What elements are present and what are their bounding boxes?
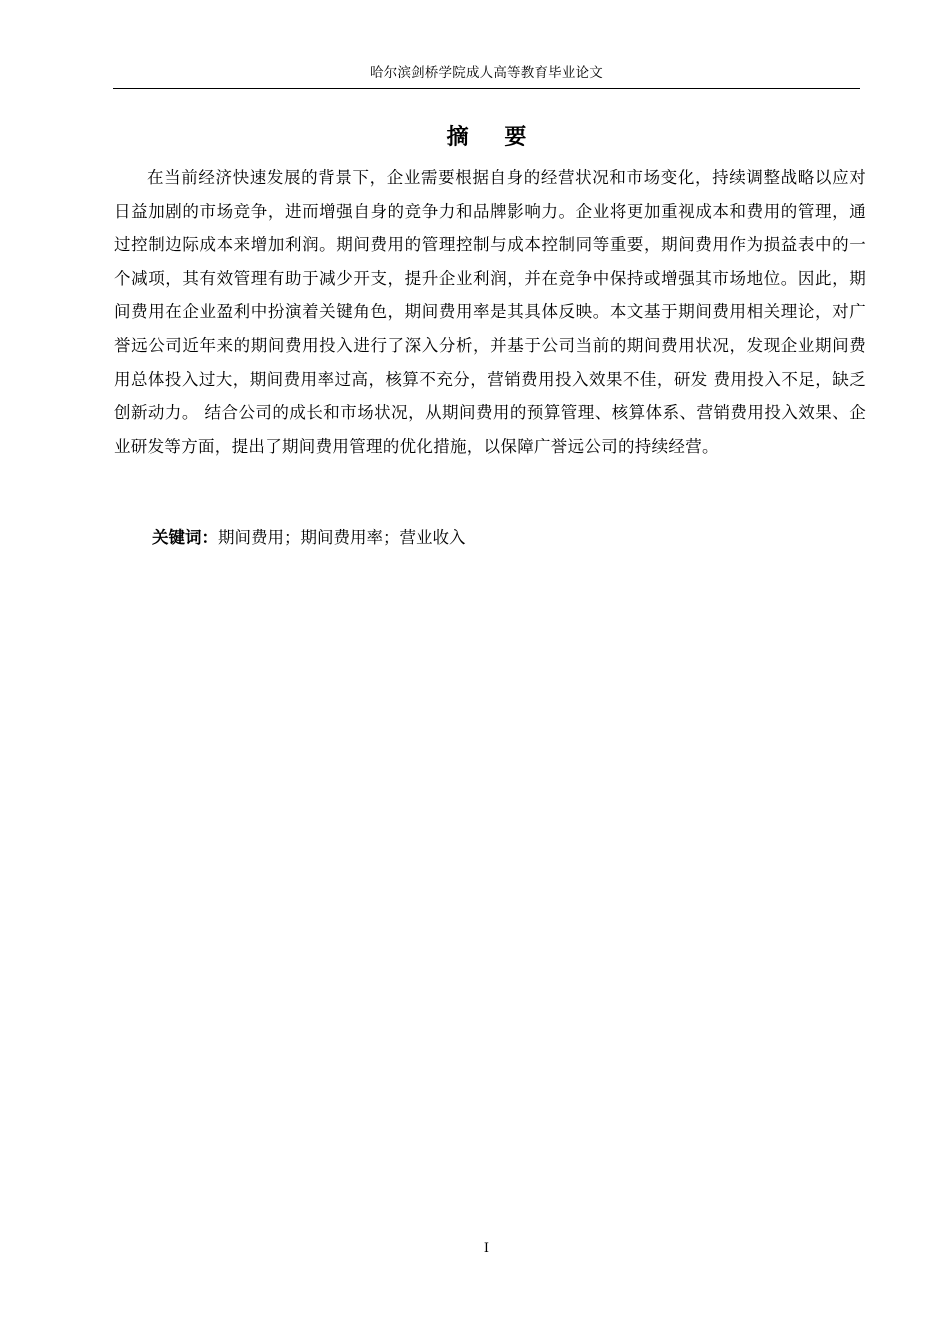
abstract-body: 在当前经济快速发展的背景下，企业需要根据自身的经营状况和市场变化，持续调整战略以应对日益加剧的市场竞争，进而增强自身的竞争力和品牌影响力。企业将更加重视成本和费用的管理，通过控制边际成本来增加利润。期间费用的管理控制与成本控制同等重要，期间费用作为损益表中的一个减项，其有效管理有助于减少开支，提升企业利润，并在竞争中保持或增强其市场地位。因此，期间费用在企业盈利中扮演着关键角色，期间费用率是其具体反映。本文基于期间费用相关理论，对广誉远公司近年来的期间费用投入进行了深入分析，并基于公司当前的期间费用状况，发现企业期间费用总体投入过大，期间费用率过高，核算不充分，营销费用投入效果不佳，研发 费用投入不足，缺乏创新动力。 结合公司的成长和市场状况，从期间费用的预算管理、核算体系、营销费用投入效果、企 业研发等方面，提出了期间费用管理的优化措施，以保障广誉远公司的持续经营。 bbox=[114, 168, 866, 456]
header-rule bbox=[113, 88, 860, 89]
abstract-title: 摘 要 bbox=[446, 124, 541, 150]
keywords-line bbox=[114, 523, 866, 553]
keywords-label: 关键词： bbox=[151, 528, 218, 547]
keywords-text: 期间费用；期间费用率；营业收入 bbox=[217, 528, 466, 547]
running-header: 哈尔滨剑桥学院成人高等教育毕业论文 bbox=[370, 65, 603, 81]
page-number: I bbox=[483, 1241, 490, 1256]
